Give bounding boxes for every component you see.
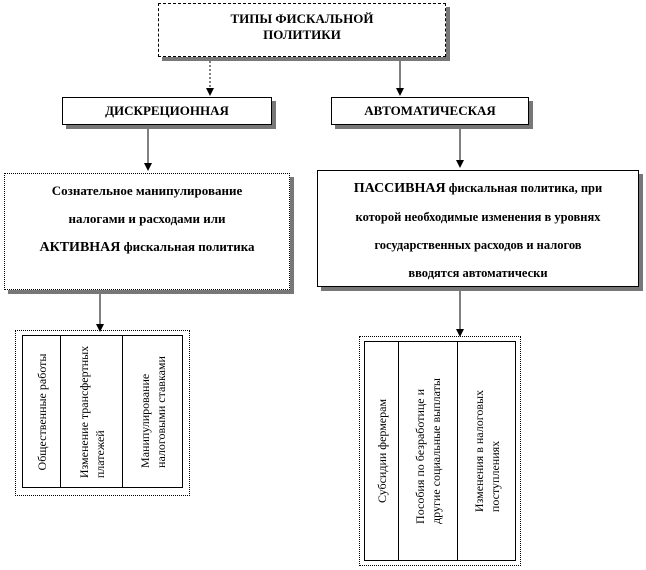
table-right-column-2 — [399, 342, 458, 560]
table-automatic-stabilizers — [364, 341, 516, 561]
active-keyword: АКТИВНАЯ — [39, 240, 121, 255]
root-node-fiscal-policy-types — [158, 3, 446, 57]
table-right-column-1 — [365, 342, 399, 560]
description-right-line-1 — [318, 174, 638, 203]
node-automatic — [331, 97, 529, 125]
description-left-line-3-rest: фискальная политика — [120, 239, 255, 254]
cell-transfer-payments-line-2: платежей — [92, 429, 107, 478]
cell-farm-subsidies-text: Субсидии фермерам — [374, 398, 389, 504]
table-left-column-2 — [61, 336, 123, 487]
node-discretionary-label: ДИСКРЕЦИОННАЯ — [105, 103, 229, 118]
table-discretionary-tools — [22, 335, 183, 488]
cell-unemployment-benefits-line-2: другие социальные выплаты — [429, 378, 443, 524]
description-left-line-3 — [5, 233, 289, 262]
cell-unemployment-benefits — [412, 378, 444, 524]
table-left-column-1 — [23, 336, 61, 487]
description-right-line-3: государственных расходов и налогов — [374, 238, 582, 252]
description-left-line-1: Сознательное манипулирование — [51, 183, 243, 198]
cell-tax-rates-line-1: Манипулирование — [137, 373, 152, 468]
description-right-line-4: вводятся автоматически — [408, 266, 548, 280]
node-discretionary — [62, 97, 272, 125]
cell-farm-subsidies — [374, 399, 390, 503]
root-title-line-1: ТИПЫ ФИСКАЛЬНОЙ — [230, 11, 374, 26]
passive-keyword: ПАССИВНАЯ — [353, 181, 446, 196]
cell-tax-rates — [137, 356, 169, 468]
root-title-line-2: ПОЛИТИКИ — [263, 27, 341, 42]
cell-public-works-text: Общественные работы — [34, 353, 49, 470]
cell-tax-revenue-line-2: поступлениях — [487, 440, 502, 513]
cell-unemployment-benefits-line-1: Пособия по безработице и — [413, 388, 427, 524]
table-left-column-3 — [123, 336, 182, 487]
cell-tax-revenue-line-1: Изменения в налоговых — [471, 389, 486, 513]
table-right-column-3 — [458, 342, 515, 560]
cell-transfer-payments — [76, 345, 108, 477]
cell-public-works — [34, 353, 50, 470]
description-right-line-2: которой необходимые изменения в уровнях — [355, 210, 601, 224]
description-passive-policy — [317, 170, 639, 287]
description-active-policy — [4, 173, 290, 290]
cell-tax-revenue-changes — [471, 390, 503, 512]
cell-transfer-payments-line-1: Изменение трансфертных — [76, 345, 91, 478]
description-left-line-2: налогами и расходами или — [68, 211, 226, 226]
description-right-line-1-rest: фискальная политика, при — [445, 181, 603, 195]
node-automatic-label: АВТОМАТИЧЕСКАЯ — [364, 103, 496, 118]
cell-tax-rates-line-2: налоговыми ставками — [153, 355, 168, 468]
